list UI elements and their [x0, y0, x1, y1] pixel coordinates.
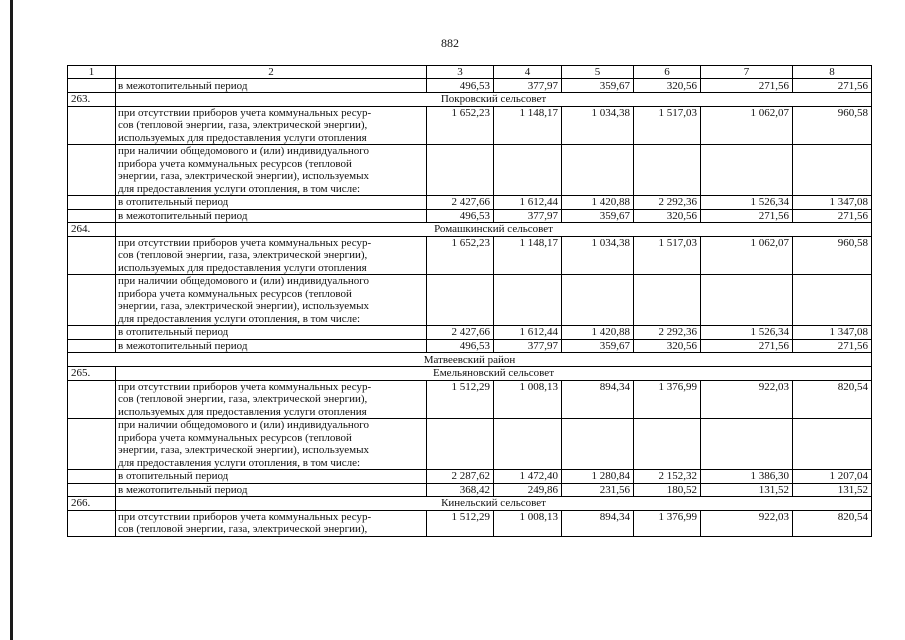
description-line: при наличии общедомового и (или) индивидуального	[118, 419, 369, 431]
value-cell	[701, 275, 793, 326]
column-header-1: 1	[68, 66, 116, 79]
number-cell	[68, 236, 116, 275]
row-label: в межотопительный период	[116, 483, 427, 497]
value-cell	[427, 145, 494, 196]
description-line: прибора учета коммунальных ресурсов (тепловой	[118, 287, 352, 300]
table-row	[68, 196, 872, 210]
description-line: при отсутствии приборов учета коммунальных ресур-	[118, 106, 372, 119]
district-row	[68, 353, 872, 367]
number-cell	[68, 510, 116, 536]
value-cell: 820,54	[793, 510, 872, 536]
value-cell: 231,56	[562, 483, 634, 497]
settlement-row	[68, 497, 872, 511]
row-description	[116, 106, 427, 145]
column-header-2: 2	[116, 66, 427, 79]
value-cell: 1 652,23	[427, 106, 494, 145]
number-cell	[68, 470, 116, 484]
row-number: 266.	[68, 497, 116, 511]
value-cell: 922,03	[701, 380, 793, 419]
value-cell: 2 292,36	[634, 326, 701, 340]
row-description	[116, 419, 427, 470]
description-line: для предоставления услуги отопления, в том числе:	[118, 182, 361, 195]
number-cell	[68, 196, 116, 210]
description-line: для предоставления услуги отопления, в том числе:	[118, 456, 361, 469]
value-cell	[562, 419, 634, 470]
value-cell: 2 287,62	[427, 470, 494, 484]
header-row	[68, 66, 872, 79]
description-line: используемых для предоставления услуги отопления	[118, 131, 367, 144]
value-cell	[793, 275, 872, 326]
description-line: сов (тепловой энергии, газа, электрической энергии),	[118, 393, 368, 405]
row-description	[116, 145, 427, 196]
value-cell: 1 517,03	[634, 236, 701, 275]
value-cell	[701, 145, 793, 196]
number-cell	[68, 326, 116, 340]
value-cell: 271,56	[701, 339, 793, 353]
table-row	[68, 106, 872, 145]
table-row	[68, 483, 872, 497]
column-header-7: 7	[701, 66, 793, 79]
row-label: в отопительный период	[116, 326, 427, 340]
value-cell: 1 386,30	[701, 470, 793, 484]
value-cell: 960,58	[793, 106, 872, 145]
value-cell: 960,58	[793, 236, 872, 275]
value-cell: 271,56	[793, 339, 872, 353]
value-cell: 131,52	[793, 483, 872, 497]
value-cell: 2 427,66	[427, 326, 494, 340]
column-header-8: 8	[793, 66, 872, 79]
value-cell: 1 280,84	[562, 470, 634, 484]
value-cell: 320,56	[634, 339, 701, 353]
settlement-row	[68, 93, 872, 107]
table-row	[68, 209, 872, 223]
settlement-name: Емельяновский сельсовет	[116, 367, 872, 381]
settlement-row	[68, 223, 872, 237]
description-line: энергии, газа, электрической энергии), используемых	[118, 170, 369, 182]
value-cell: 2 292,36	[634, 196, 701, 210]
value-cell: 1 148,17	[494, 236, 562, 275]
value-cell: 922,03	[701, 510, 793, 536]
row-label: в межотопительный период	[116, 339, 427, 353]
value-cell: 359,67	[562, 79, 634, 93]
number-cell	[68, 106, 116, 145]
row-label: в межотопительный период	[116, 79, 427, 93]
value-cell	[494, 419, 562, 470]
value-cell	[634, 419, 701, 470]
description-line: при наличии общедомового и (или) индивидуального	[118, 275, 369, 287]
value-cell: 1 062,07	[701, 106, 793, 145]
number-cell	[68, 209, 116, 223]
description-line: при отсутствии приборов учета коммунальных ресур-	[118, 510, 372, 523]
value-cell	[494, 145, 562, 196]
value-cell: 320,56	[634, 209, 701, 223]
value-cell: 1 420,88	[562, 196, 634, 210]
column-header-6: 6	[634, 66, 701, 79]
description-line: используемых для предоставления услуги отопления	[118, 405, 367, 418]
description-line: сов (тепловой энергии, газа, электрической энергии),	[118, 249, 368, 261]
value-cell: 1 347,08	[793, 196, 872, 210]
description-line: при наличии общедомового и (или) индивидуального	[118, 145, 369, 157]
column-header-4: 4	[494, 66, 562, 79]
value-cell: 271,56	[701, 79, 793, 93]
row-number: 265.	[68, 367, 116, 381]
description-line: сов (тепловой энергии, газа, электрической энергии),	[118, 119, 368, 131]
page-number: 882	[441, 36, 459, 50]
value-cell	[427, 419, 494, 470]
description-line: для предоставления услуги отопления, в том числе:	[118, 312, 361, 325]
table-row	[68, 339, 872, 353]
value-cell: 377,97	[494, 339, 562, 353]
value-cell: 1 347,08	[793, 326, 872, 340]
description-line: прибора учета коммунальных ресурсов (тепловой	[118, 431, 352, 444]
value-cell: 894,34	[562, 510, 634, 536]
description-line: прибора учета коммунальных ресурсов (тепловой	[118, 157, 352, 170]
value-cell: 320,56	[634, 79, 701, 93]
description-line: используемых для предоставления услуги отопления	[118, 261, 367, 274]
table-row	[68, 470, 872, 484]
column-header-3: 3	[427, 66, 494, 79]
value-cell: 1 612,44	[494, 196, 562, 210]
tariff-table	[67, 65, 872, 537]
value-cell: 359,67	[562, 339, 634, 353]
description-line: энергии, газа, электрической энергии), используемых	[118, 300, 369, 312]
value-cell: 1 420,88	[562, 326, 634, 340]
value-cell: 2 427,66	[427, 196, 494, 210]
value-cell: 1 652,23	[427, 236, 494, 275]
row-description	[116, 510, 427, 536]
page-edge-line	[10, 0, 13, 640]
value-cell: 1 526,34	[701, 196, 793, 210]
value-cell: 1 376,99	[634, 380, 701, 419]
value-cell: 1 612,44	[494, 326, 562, 340]
value-cell: 820,54	[793, 380, 872, 419]
value-cell: 377,97	[494, 209, 562, 223]
number-cell	[68, 79, 116, 93]
value-cell: 1 207,04	[793, 470, 872, 484]
value-cell: 359,67	[562, 209, 634, 223]
value-cell: 1 008,13	[494, 380, 562, 419]
row-label: в отопительный период	[116, 196, 427, 210]
value-cell: 1 062,07	[701, 236, 793, 275]
value-cell: 271,56	[793, 209, 872, 223]
value-cell	[793, 419, 872, 470]
table-row	[68, 510, 872, 536]
number-cell	[68, 275, 116, 326]
value-cell	[634, 275, 701, 326]
value-cell: 894,34	[562, 380, 634, 419]
table-row	[68, 419, 872, 470]
settlement-name: Кинельский сельсовет	[116, 497, 872, 511]
description-line: при отсутствии приборов учета коммунальных ресур-	[118, 236, 372, 249]
number-cell	[68, 380, 116, 419]
value-cell: 496,53	[427, 79, 494, 93]
value-cell: 1 034,38	[562, 236, 634, 275]
table-row	[68, 236, 872, 275]
description-line: при отсутствии приборов учета коммунальных ресур-	[118, 380, 372, 393]
value-cell	[562, 145, 634, 196]
value-cell	[793, 145, 872, 196]
number-cell	[68, 145, 116, 196]
value-cell	[494, 275, 562, 326]
value-cell	[427, 275, 494, 326]
value-cell: 271,56	[701, 209, 793, 223]
value-cell: 1 526,34	[701, 326, 793, 340]
value-cell: 271,56	[793, 79, 872, 93]
value-cell: 1 148,17	[494, 106, 562, 145]
value-cell: 249,86	[494, 483, 562, 497]
number-cell	[68, 419, 116, 470]
table-row	[68, 326, 872, 340]
table-row	[68, 145, 872, 196]
table-row	[68, 275, 872, 326]
settlement-name: Ромашкинский сельсовет	[116, 223, 872, 237]
description-line: энергии, газа, электрической энергии), используемых	[118, 444, 369, 456]
row-label: в отопительный период	[116, 470, 427, 484]
number-cell	[68, 339, 116, 353]
value-cell: 1 517,03	[634, 106, 701, 145]
row-number: 263.	[68, 93, 116, 107]
column-header-5: 5	[562, 66, 634, 79]
value-cell: 2 152,32	[634, 470, 701, 484]
value-cell: 496,53	[427, 209, 494, 223]
settlement-name: Покровский сельсовет	[116, 93, 872, 107]
row-description	[116, 380, 427, 419]
value-cell: 131,52	[701, 483, 793, 497]
row-description	[116, 275, 427, 326]
row-label: в межотопительный период	[116, 209, 427, 223]
value-cell: 1 376,99	[634, 510, 701, 536]
value-cell: 368,42	[427, 483, 494, 497]
number-cell	[68, 483, 116, 497]
description-line: сов (тепловой энергии, газа, электрической энергии),	[118, 523, 368, 535]
value-cell	[634, 145, 701, 196]
district-name: Матвеевский район	[68, 353, 872, 367]
table-row	[68, 380, 872, 419]
row-description	[116, 236, 427, 275]
settlement-row	[68, 367, 872, 381]
value-cell: 496,53	[427, 339, 494, 353]
value-cell	[701, 419, 793, 470]
row-number: 264.	[68, 223, 116, 237]
value-cell: 377,97	[494, 79, 562, 93]
value-cell: 1 512,29	[427, 380, 494, 419]
value-cell: 1 034,38	[562, 106, 634, 145]
value-cell: 180,52	[634, 483, 701, 497]
table-row	[68, 79, 872, 93]
value-cell: 1 008,13	[494, 510, 562, 536]
value-cell: 1 472,40	[494, 470, 562, 484]
value-cell	[562, 275, 634, 326]
value-cell: 1 512,29	[427, 510, 494, 536]
